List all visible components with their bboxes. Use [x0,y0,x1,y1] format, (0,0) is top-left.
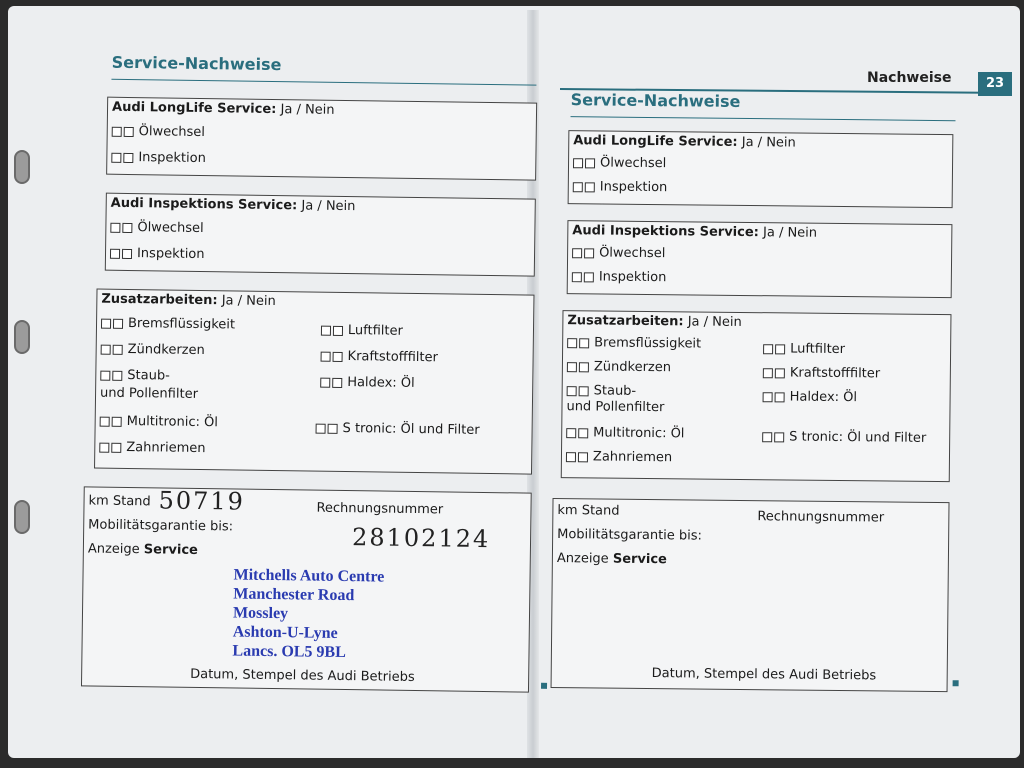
title-rule [571,116,956,121]
checkbox-icon[interactable] [763,389,787,404]
checkbox-icon[interactable] [101,316,125,331]
stamp-footer: Datum, Stempel des Audi Betriebs [651,666,877,684]
inspektion-section [567,220,953,298]
page-title: Service-Nachweise [111,52,282,75]
checkbox-row[interactable]: Staub- [567,383,637,399]
checkbox-icon[interactable] [567,359,591,374]
checkbox-row[interactable]: Haldex: Öl [320,375,415,391]
checkbox-row[interactable]: Multitronic: Öl [566,425,684,441]
checkbox-row[interactable]: Inspektion [572,269,667,285]
title-rule [111,79,536,86]
right-page [548,72,970,746]
binder-ring-icon [14,150,30,184]
page-title: Service-Nachweise [570,90,741,111]
checkbox-icon[interactable] [573,179,597,194]
checkbox-row[interactable]: Kraftstofffilter [763,365,880,381]
checkbox-row[interactable]: Zündkerzen [567,359,671,375]
checkbox-row[interactable]: Inspektion [111,150,206,166]
km-label: km Stand [88,493,151,510]
checkbox-row[interactable]: Staub- [100,368,170,384]
checkbox-icon[interactable] [566,425,590,440]
checkbox-row[interactable]: Ölwechsel [572,245,665,261]
checkbox-icon[interactable] [572,269,596,284]
checkbox-icon[interactable] [100,368,124,383]
invoice-value: 28102124 [351,523,491,554]
checkbox-icon[interactable] [110,246,134,261]
section-heading: Zusatzarbeiten: Ja / Nein [101,291,276,310]
checkbox-row[interactable]: Luftfilter [763,341,845,357]
checkbox-icon[interactable] [762,429,786,444]
checkbox-row[interactable]: Multitronic: Öl [100,414,218,431]
checkbox-row[interactable]: Zündkerzen [101,342,205,358]
checkbox-icon[interactable] [100,414,124,429]
stamp-box [551,498,950,692]
checkbox-icon[interactable] [763,365,787,380]
checkbox-icon[interactable] [763,341,787,356]
checkbox-row[interactable]: Haldex: Öl [763,389,858,405]
stamp-box [81,486,532,692]
checkbox-row[interactable]: Ölwechsel [112,124,205,140]
stamp-footer: Datum, Stempel des Audi Betriebs [190,666,415,686]
checkbox-icon[interactable] [567,383,591,398]
checkbox-icon[interactable] [567,335,591,350]
binder-ring-icon [14,500,30,534]
page-number: 23 [978,72,1012,96]
checkbox-row[interactable]: Inspektion [573,179,668,195]
inspektion-section [105,193,536,277]
checkbox-row[interactable]: Bremsflüssigkeit [567,335,701,351]
km-value: 50719 [158,486,246,516]
dealer-stamp: Mitchells Auto Centre Manchester Road Mossley Ashton-U-Lyne Lancs. OL5 9BL [232,566,385,662]
checkbox-icon[interactable] [99,440,123,455]
checkbox-icon[interactable] [112,124,136,139]
longlife-section [568,130,954,208]
checkbox-row[interactable]: S tronic: Öl und Filter [762,429,926,446]
checkbox-icon[interactable] [111,150,135,165]
section-heading: Audi LongLife Service: Ja / Nein [111,99,335,118]
display-label: Anzeige Service [87,541,199,558]
checkbox-icon[interactable] [573,155,597,170]
checkbox-row[interactable]: Ölwechsel [110,220,203,236]
zusatz-section [561,310,952,482]
invoice-label: Rechnungsnummer [757,509,885,526]
binder-ring-icon [14,320,30,354]
section-heading: Zusatzarbeiten: Ja / Nein [567,313,742,330]
km-label: km Stand [557,503,620,519]
checkbox-icon[interactable] [572,245,596,260]
checkbox-icon[interactable] [101,342,125,357]
checkbox-row[interactable]: Inspektion [110,246,205,262]
section-heading: Audi Inspektions Service: Ja / Nein [572,223,818,241]
checkbox-icon[interactable] [320,375,344,390]
checkbox-icon[interactable] [110,220,134,235]
checkbox-row[interactable]: Zahnriemen [99,440,205,456]
square-marker-icon [541,683,547,689]
item-continuation: und Pollenfilter [566,399,665,416]
invoice-label: Rechnungsnummer [316,500,444,518]
checkbox-icon[interactable] [321,349,345,364]
mobility-label: Mobilitätsgarantie bis: [557,527,703,544]
checkbox-row[interactable]: Bremsflüssigkeit [101,316,235,333]
binder-rings [14,120,28,640]
checkbox-row[interactable]: S tronic: Öl und Filter [316,421,480,438]
item-continuation: und Pollenfilter [99,385,199,402]
checkbox-row[interactable]: Zahnriemen [566,449,672,465]
zusatz-section [94,289,534,475]
square-marker-icon [953,680,959,686]
section-name: Nachweise [867,70,952,86]
checkbox-icon[interactable] [321,323,345,338]
checkbox-row[interactable]: Luftfilter [321,323,403,339]
checkbox-row[interactable]: Kraftstofffilter [321,349,439,366]
longlife-section [106,97,537,181]
left-page [50,40,540,747]
checkbox-icon[interactable] [316,421,340,436]
checkbox-row[interactable]: Ölwechsel [573,155,666,171]
checkbox-icon[interactable] [566,449,590,464]
section-heading: Audi LongLife Service: Ja / Nein [573,133,796,151]
section-heading: Audi Inspektions Service: Ja / Nein [110,195,356,215]
display-label: Anzeige Service [556,551,667,568]
mobility-label: Mobilitätsgarantie bis: [88,517,234,535]
